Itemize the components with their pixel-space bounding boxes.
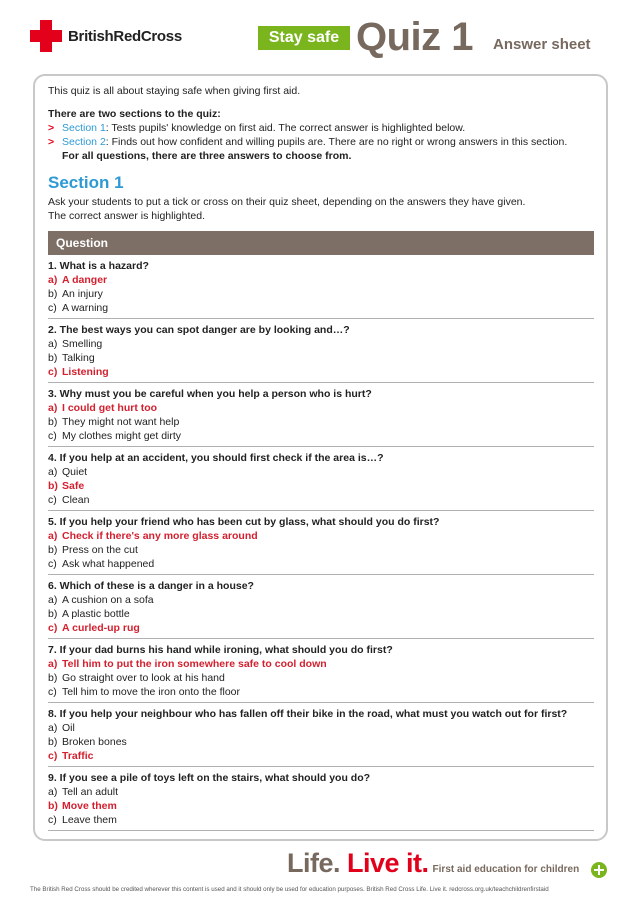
credit-line: The British Red Cross should be credited wherever this content is used and it should only be used for education purposes. British Red Cross Life. Live it. redcross.org.uk/teachchildrenfirstaid: [30, 886, 549, 893]
answer-letter: c): [48, 686, 57, 698]
answer-text: Press on the cut: [62, 544, 138, 556]
correct-answer: [48, 657, 594, 671]
question-text: 4. If you help at an accident, you should first check if the area is…?: [48, 452, 384, 464]
answer-letter: b): [48, 736, 58, 748]
answer-text: A warning: [62, 302, 109, 314]
answer-letter: a): [48, 274, 58, 286]
brand-name: BritishRedCross: [68, 27, 182, 45]
answer-option: [48, 721, 594, 735]
answer-letter: b): [48, 800, 58, 812]
answer-letter: b): [48, 288, 58, 300]
answer-option: [48, 465, 594, 479]
question-text: 7. If your dad burns his hand while ironing, what should you do first?: [48, 644, 393, 656]
answer-text: Listening: [62, 366, 109, 378]
answer-option: [48, 735, 594, 749]
answer-letter: a): [48, 722, 58, 734]
answer-letter: a): [48, 530, 58, 542]
correct-answer: [48, 273, 594, 287]
section-1-note: The correct answer is highlighted.: [48, 210, 205, 222]
answer-letter: b): [48, 608, 58, 620]
section-1-heading: Section 1: [48, 173, 124, 192]
question-text: 8. If you help your neighbour who has fallen off their bike in the road, what must you watch out for first?: [48, 708, 568, 720]
correct-answer: [48, 621, 594, 635]
answer-text: A plastic bottle: [62, 608, 130, 620]
answer-option: [48, 685, 594, 699]
answer-option: [48, 557, 594, 571]
answer-letter: c): [48, 750, 58, 762]
answer-text: Traffic: [62, 750, 94, 762]
for-all-note: For all questions, there are three answers to choose from.: [62, 150, 352, 162]
answer-text: Smelling: [62, 338, 103, 350]
answer-text: A curled-up rug: [62, 622, 140, 634]
answer-option: [48, 429, 594, 443]
answer-letter: a): [48, 786, 58, 798]
answer-text: My clothes might get dirty: [62, 430, 182, 442]
plus-circle-icon: [591, 862, 607, 878]
answer-letter: b): [48, 416, 58, 428]
answer-option: [48, 351, 594, 365]
answer-option: [48, 301, 594, 315]
footer-tagline: [287, 848, 579, 879]
arrow-icon: >: [48, 122, 55, 134]
answer-option: [48, 493, 594, 507]
answer-text: Clean: [62, 494, 90, 506]
answer-letter: b): [48, 672, 58, 684]
live-it-text: Live it.: [347, 848, 429, 878]
answer-letter: c): [48, 430, 57, 442]
question-text: 1. What is a hazard?: [48, 260, 149, 272]
question-block: [48, 511, 594, 575]
question-block: [48, 767, 594, 831]
answer-text: A cushion on a sofa: [62, 594, 154, 606]
answer-letter: b): [48, 352, 58, 364]
answer-letter: c): [48, 558, 57, 570]
section-1-instruction: Ask your students to put a tick or cross on their quiz sheet, depending on the answers they have given.: [48, 196, 526, 208]
answer-letter: c): [48, 366, 58, 378]
question-block: [48, 703, 594, 767]
answer-option: [48, 415, 594, 429]
question-text: 6. Which of these is a danger in a house?: [48, 580, 254, 592]
answer-option: [48, 337, 594, 351]
answer-letter: c): [48, 814, 57, 826]
answer-option: [48, 607, 594, 621]
answer-option: [48, 813, 594, 827]
answer-text: Move them: [62, 800, 117, 812]
answer-letter: a): [48, 338, 58, 350]
stay-safe-badge: Stay safe: [258, 26, 350, 50]
answer-text: Leave them: [62, 814, 117, 826]
section-2-name: Section 2: [62, 136, 106, 148]
answer-letter: c): [48, 622, 58, 634]
intro-text: This quiz is all about staying safe when giving first aid.: [48, 85, 301, 97]
quiz-title: Quiz 1: [356, 15, 474, 59]
answer-text: Broken bones: [62, 736, 127, 748]
page-header: [0, 0, 638, 70]
question-text: 9. If you see a pile of toys left on the stairs, what should you do?: [48, 772, 371, 784]
question-block: [48, 319, 594, 383]
question-text: 3. Why must you be careful when you help a person who is hurt?: [48, 388, 372, 400]
answer-option: [48, 593, 594, 607]
answer-text: Tell him to put the iron somewhere safe to cool down: [62, 658, 327, 670]
answer-text: Check if there's any more glass around: [62, 530, 258, 542]
answer-option: [48, 543, 594, 557]
content: [48, 84, 594, 831]
answer-option: [48, 287, 594, 301]
question-list: [48, 255, 594, 831]
answer-letter: b): [48, 480, 58, 492]
answer-text: Quiet: [62, 466, 88, 478]
correct-answer: [48, 479, 594, 493]
question-text: 2. The best ways you can spot danger are by looking and…?: [48, 324, 350, 336]
question-block: [48, 639, 594, 703]
correct-answer: [48, 365, 594, 379]
question-text: 5. If you help your friend who has been cut by glass, what should you do first?: [48, 516, 440, 528]
answer-letter: c): [48, 302, 57, 314]
section-1-name: Section 1: [62, 122, 106, 134]
question-block: [48, 255, 594, 319]
answer-text: They might not want help: [62, 416, 180, 428]
answer-letter: a): [48, 658, 58, 670]
question-block: [48, 447, 594, 511]
arrow-icon: >: [48, 136, 55, 148]
correct-answer: [48, 799, 594, 813]
answer-letter: a): [48, 466, 58, 478]
question-column-header: Question: [48, 231, 594, 255]
answer-letter: a): [48, 594, 58, 606]
main-content-box: [33, 74, 608, 841]
answer-letter: b): [48, 544, 58, 556]
section-2-description: : Finds out how confident and willing pupils are. There are no right or wrong answers in this section.: [105, 136, 568, 148]
answer-text: I could get hurt too: [62, 402, 158, 414]
correct-answer: [48, 749, 594, 763]
british-red-cross-logo: [30, 20, 182, 52]
answer-option: [48, 671, 594, 685]
answer-text: A danger: [62, 274, 108, 286]
answer-text: Go straight over to look at his hand: [62, 672, 225, 684]
correct-answer: [48, 401, 594, 415]
answer-text: Talking: [62, 352, 95, 364]
answer-letter: a): [48, 402, 58, 414]
answer-text: Safe: [62, 480, 85, 492]
sections-title: There are two sections to the quiz:: [48, 108, 221, 120]
section-1-summary: [48, 121, 594, 135]
answer-option: [48, 785, 594, 799]
section-1-description: : Tests pupils' knowledge on first aid. The correct answer is highlighted below.: [105, 122, 466, 134]
answer-text: Oil: [62, 722, 75, 734]
answer-sheet-label: Answer sheet: [493, 36, 591, 53]
correct-answer: [48, 529, 594, 543]
question-block: [48, 575, 594, 639]
answer-letter: c): [48, 494, 57, 506]
answer-text: An injury: [62, 288, 103, 300]
answer-text: Tell an adult: [62, 786, 119, 798]
answer-text: Ask what happened: [62, 558, 155, 570]
life-text: Life.: [287, 848, 341, 878]
question-block: [48, 383, 594, 447]
answer-text: Tell him to move the iron onto the floor: [62, 686, 241, 698]
first-aid-education-text: First aid education for children: [432, 864, 580, 875]
section-2-summary: [48, 135, 594, 149]
red-cross-icon: [30, 20, 62, 52]
